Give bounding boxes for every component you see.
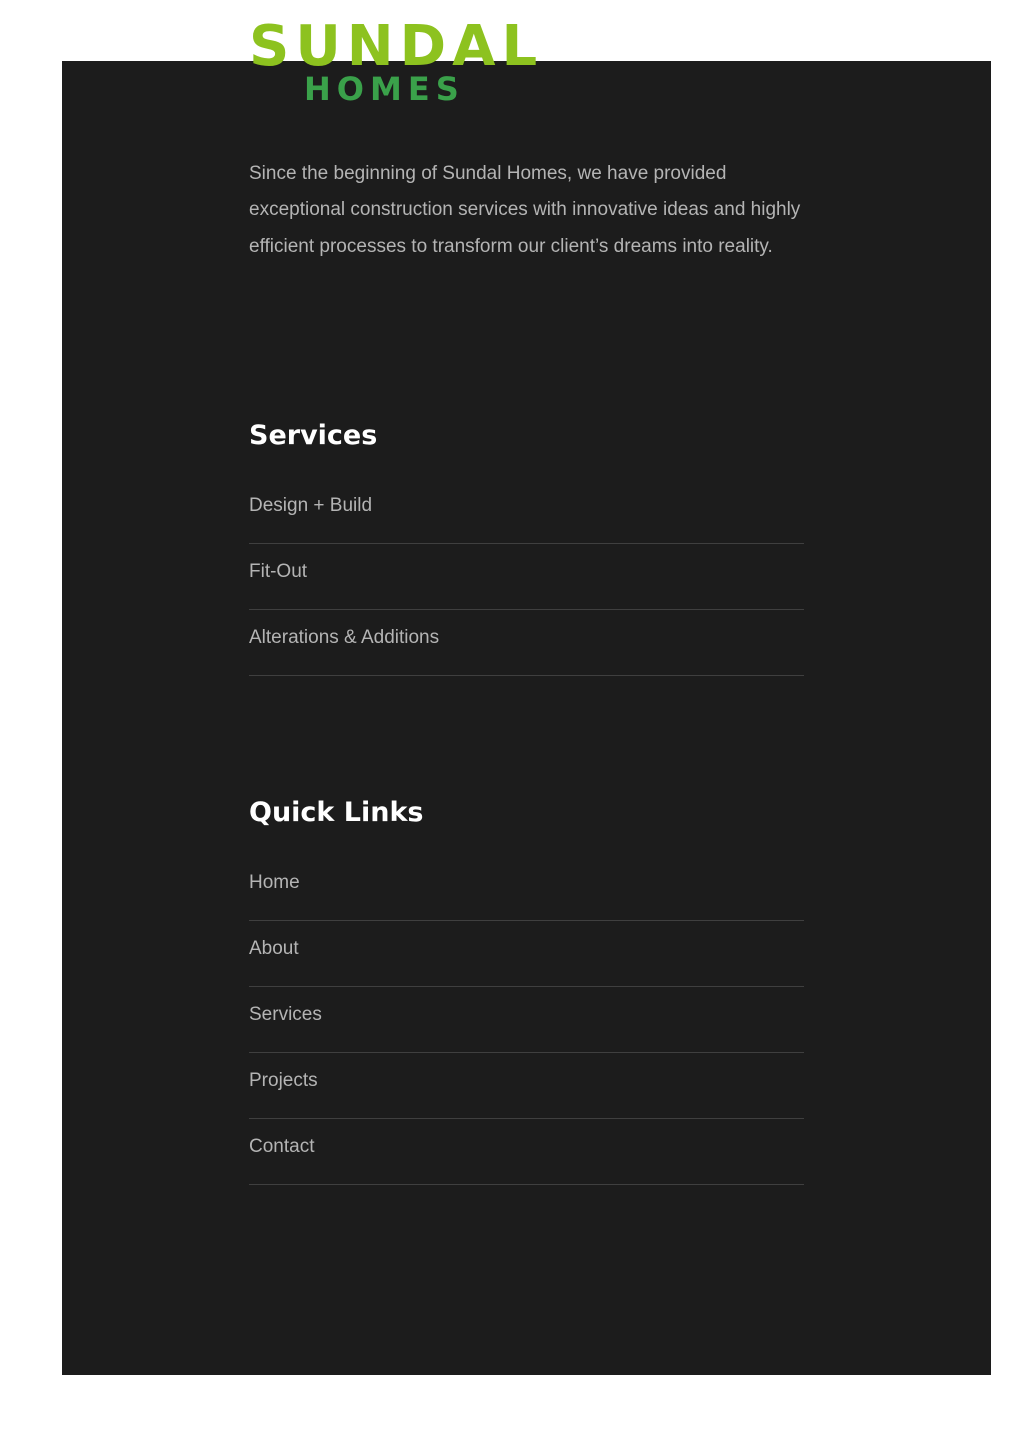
quick-link-projects[interactable]: Projects	[249, 1070, 318, 1091]
logo-wordmark-top: SUNDAL	[249, 14, 544, 79]
quick-link-services[interactable]: Services	[249, 1004, 322, 1025]
list-item	[249, 478, 804, 544]
quick-links-list	[249, 855, 804, 1185]
quick-link-contact[interactable]: Contact	[249, 1136, 315, 1157]
service-link-alterations-additions[interactable]: Alterations & Additions	[249, 627, 440, 648]
list-item	[249, 1053, 804, 1119]
service-link-design-build[interactable]: Design + Build	[249, 495, 373, 516]
list-item	[249, 1119, 804, 1185]
services-heading: Services	[249, 420, 378, 451]
list-item	[249, 987, 804, 1053]
footer	[62, 14, 991, 1375]
list-item	[249, 610, 804, 676]
quick-links-section	[249, 793, 804, 1185]
logo-wordmark-bottom: HOMES	[304, 70, 465, 108]
about-description: Since the beginning of Sundal Homes, we have provided exceptional construction services with innovative ideas and highly efficient processes to transform our client’s dreams into reality.	[249, 163, 801, 257]
quick-links-heading: Quick Links	[249, 797, 424, 828]
services-section	[249, 416, 804, 676]
quick-link-about[interactable]: About	[249, 938, 299, 959]
list-item	[249, 544, 804, 610]
quick-link-home[interactable]: Home	[249, 872, 300, 893]
list-item	[249, 921, 804, 987]
service-link-fit-out[interactable]: Fit-Out	[249, 561, 308, 582]
list-item	[249, 855, 804, 921]
services-list	[249, 478, 804, 676]
sundal-homes-logo[interactable]	[249, 14, 544, 111]
